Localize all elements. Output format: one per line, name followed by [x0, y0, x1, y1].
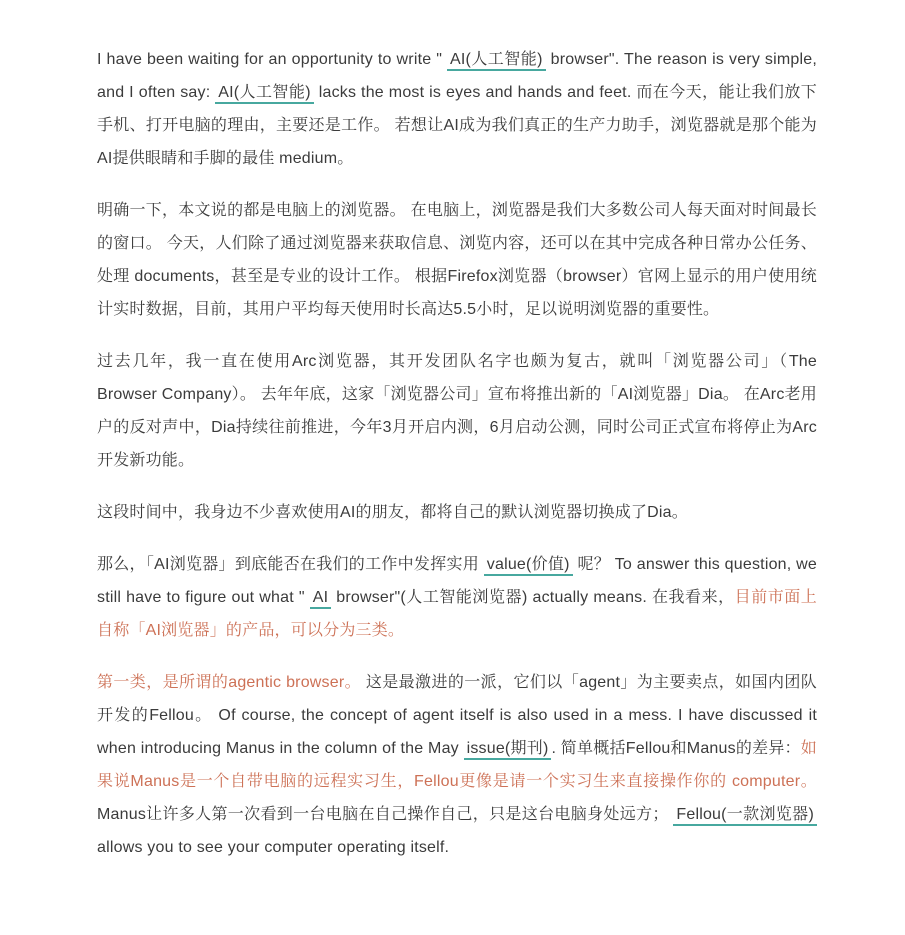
- emphasis-text: 第一类，是所谓的agentic browser。: [97, 674, 366, 691]
- annotated-term-underline[interactable]: AI: [310, 589, 332, 609]
- text-run: 过去几年，我一直在使用Arc浏览器，其开发团队名字也颇为复古，就叫「浏览器公司」（The Browser Company）。 去年年底，这家「浏览器公司」宣布将推出新的「AI浏览器」Dia。 在Arc老用户的反对声中，Dia持续往前推进，今年3月开启内测，6月启动公测，同时公司正式宣布将停止为Arc开发新功能。: [97, 353, 817, 469]
- text-run: 这是最激进的一派，它们以「agent」为主要卖点，如国内团队开发的Fellou。 Of course, the concept of agent itself is also used in a mess. I have discussed it when introducing Manus in the column of the May: [97, 674, 817, 757]
- paragraph: [97, 345, 817, 477]
- annotated-term-underline[interactable]: Fellou(一款浏览器): [673, 806, 817, 826]
- emphasis-text: 如果说Manus是一个自带电脑的远程实习生，Fellou更像是请一个实习生来直接操作你的 computer。: [97, 740, 817, 790]
- text-run: 这段时间中，我身边不少喜欢使用AI的朋友，都将自己的默认浏览器切换成了Dia。: [97, 504, 688, 521]
- annotated-term-underline[interactable]: issue(期刊): [464, 740, 552, 760]
- text-run: . 简单概括Fellou和Manus的差异：: [551, 740, 801, 757]
- text-run: I have been waiting for an opportunity to write ": [97, 51, 448, 68]
- text-run: 那么，「AI浏览器」到底能否在我们的工作中发挥实用: [97, 556, 484, 573]
- annotated-term-underline[interactable]: AI(人工智能): [215, 84, 314, 104]
- annotated-term-underline[interactable]: value(价值): [484, 556, 573, 576]
- text-run: Manus让许多人第一次看到一台电脑在自己操作自己，只是这台电脑身处远方；: [97, 806, 674, 823]
- article-body: [97, 43, 817, 883]
- text-run: browser"(人工智能浏览器) actually means. 在我看来，: [331, 589, 735, 606]
- text-run: allows you to see your computer operating itself.: [97, 839, 450, 856]
- text-run: lacks the most is eyes and hands and feet. 而在今天，能让我们放下手机、打开电脑的理由，主要还是工作。 若想让AI成为我们真正的生产力助手，浏览器就是那个能为AI提供眼睛和手脚的最佳 medium。: [97, 84, 817, 167]
- paragraph: [97, 666, 817, 864]
- text-run: 呢？ To answer this question, we still have to figure out what ": [97, 556, 817, 606]
- paragraph: [97, 43, 817, 175]
- emphasis-text: 目前市面上自称「AI浏览器」的产品，可以分为三类。: [97, 589, 817, 639]
- paragraph: [97, 548, 817, 647]
- paragraph: [97, 194, 817, 326]
- annotated-term-underline[interactable]: AI(人工智能): [447, 51, 546, 71]
- text-run: browser". The reason is very simple, and I often say:: [97, 51, 817, 101]
- text-run: 明确一下，本文说的都是电脑上的浏览器。 在电脑上，浏览器是我们大多数公司人每天面对时间最长的窗口。 今天，人们除了通过浏览器来获取信息、浏览内容，还可以在其中完成各种日常办公任务、处理 documents，甚至是专业的设计工作。 根据Firefox浏览器（browser）官网上显示的用户使用统计实时数据，目前，其用户平均每天使用时长高达5.5小时，足以说明浏览器的重要性。: [97, 202, 817, 318]
- paragraph: [97, 496, 817, 529]
